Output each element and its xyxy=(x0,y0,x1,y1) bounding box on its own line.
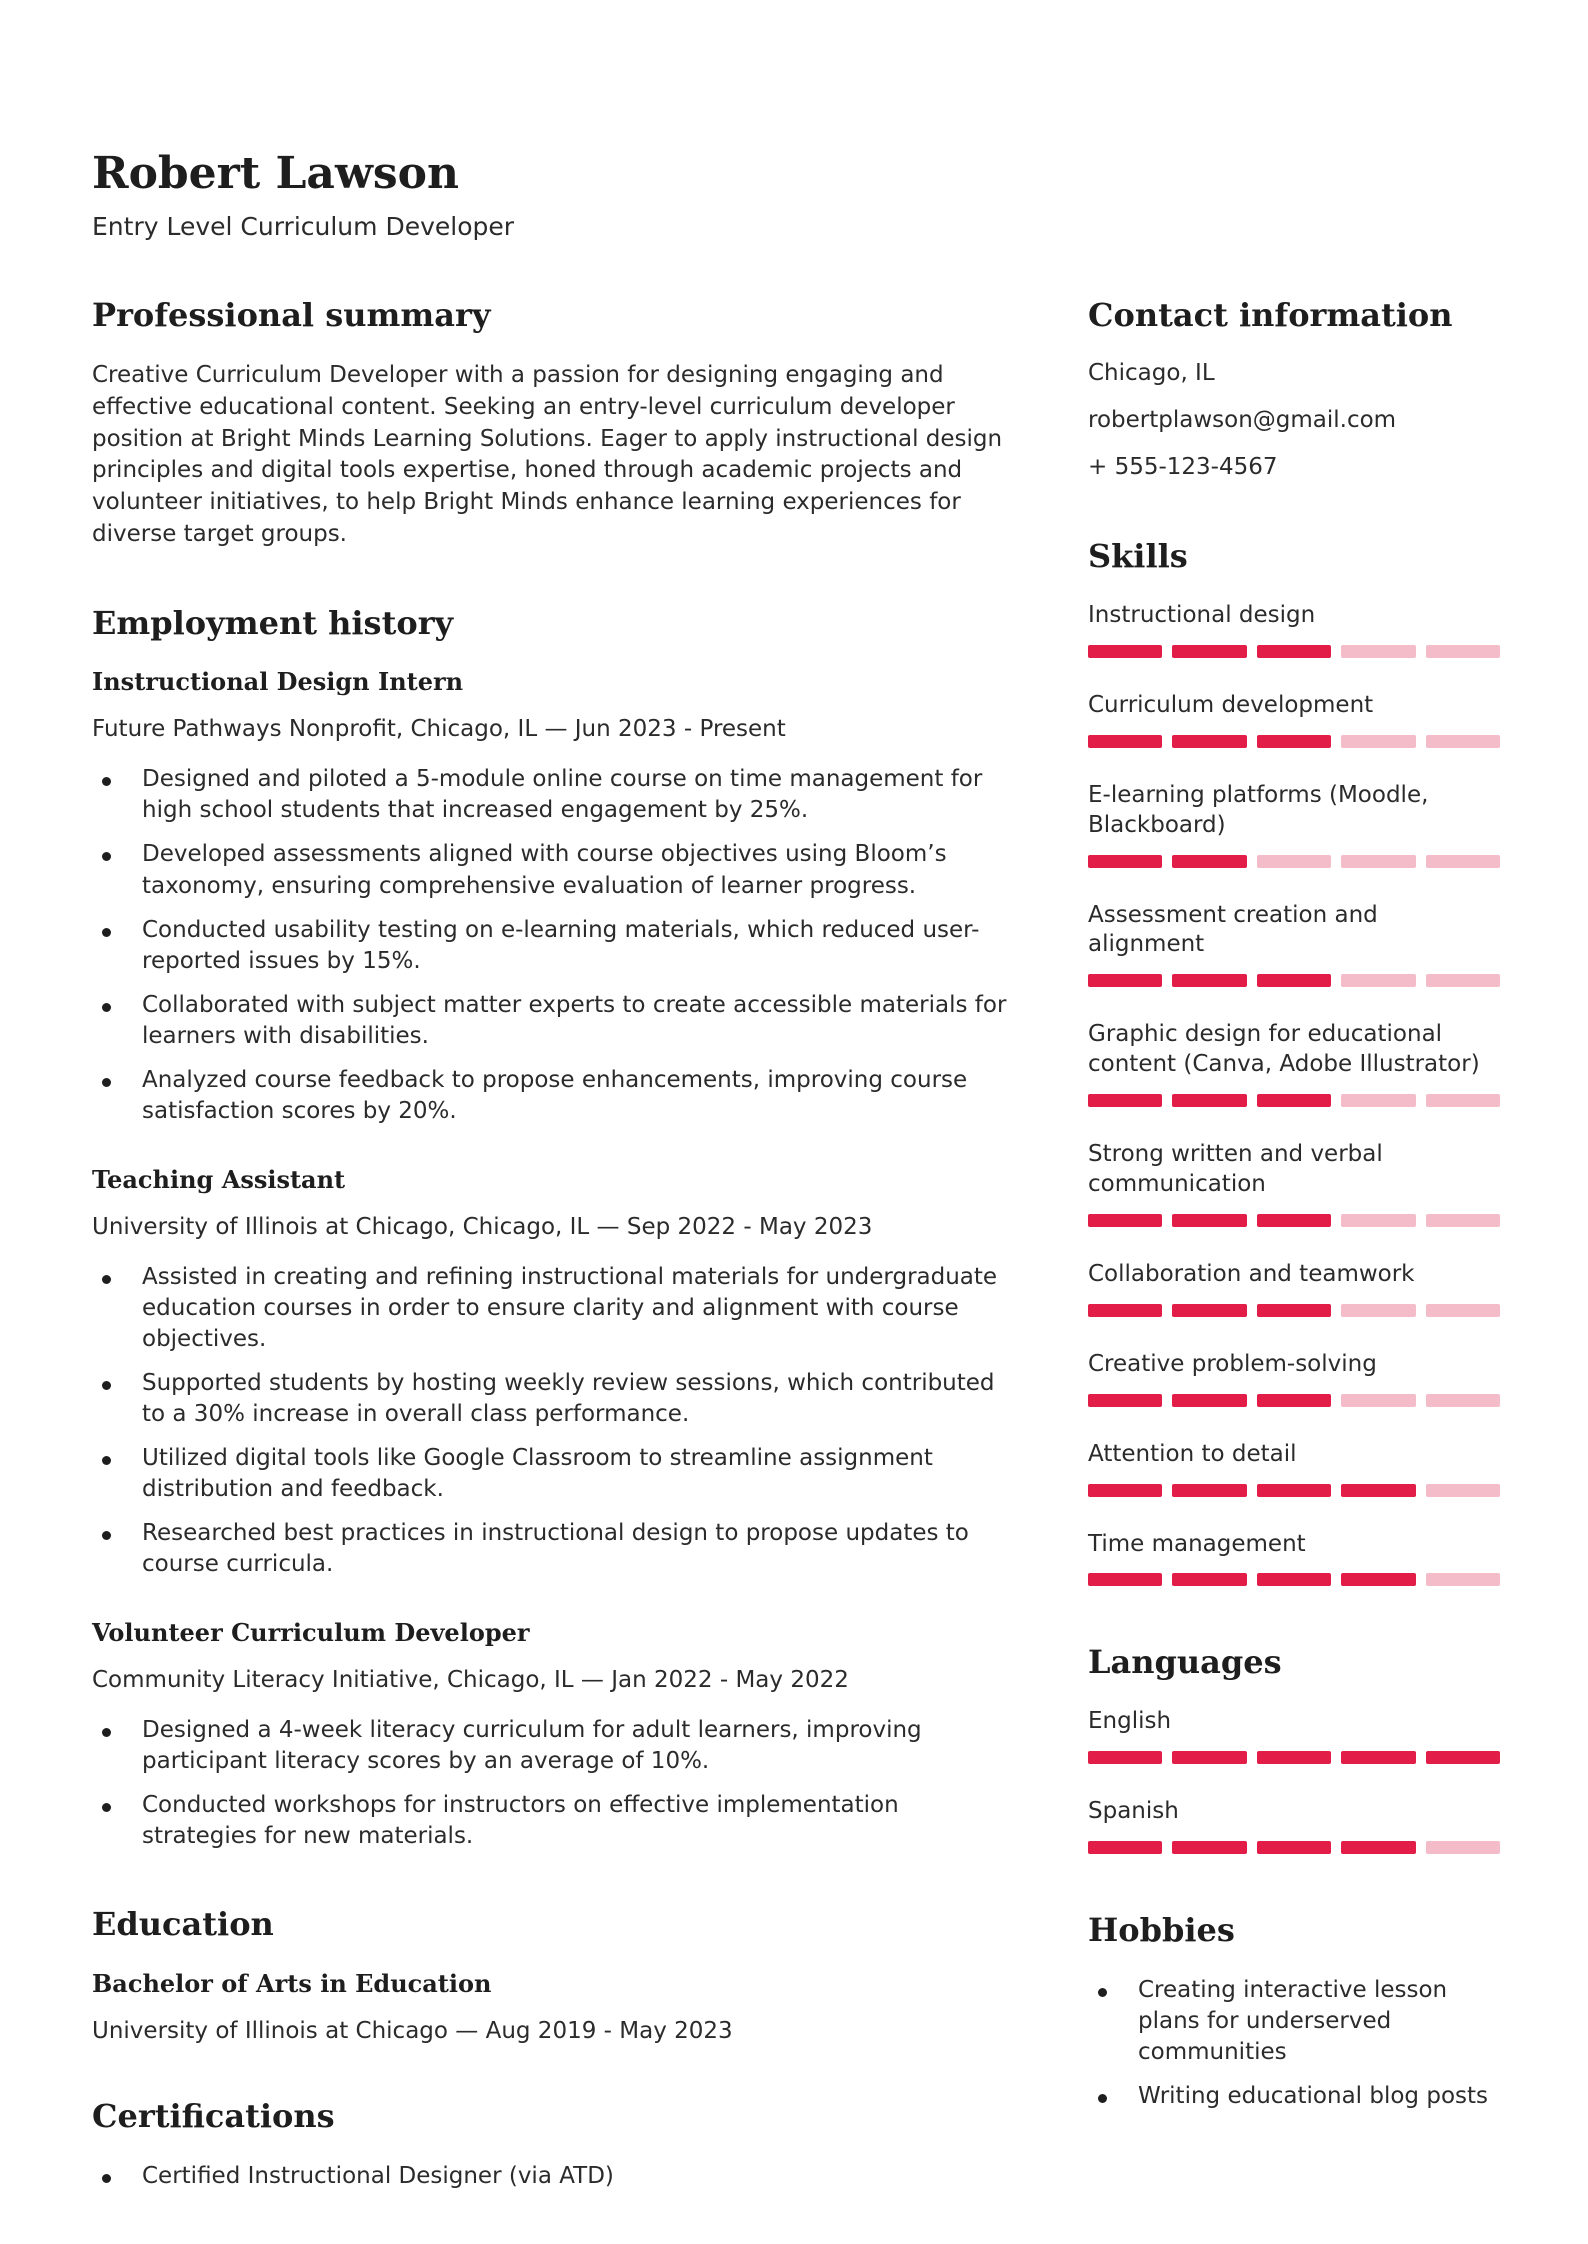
rating-segment xyxy=(1341,1304,1415,1317)
hobbies-section xyxy=(1088,1912,1500,2112)
summary-heading: Professional summary xyxy=(92,296,491,335)
certifications-list xyxy=(92,2161,1010,2192)
rating-segment xyxy=(1172,1304,1246,1317)
rating-segment xyxy=(1088,1841,1162,1854)
rating-segment xyxy=(1088,1094,1162,1107)
rating-segment xyxy=(1257,735,1331,748)
contact-section xyxy=(1088,297,1500,480)
rating-label: Curriculum development xyxy=(1088,691,1374,718)
resume-header xyxy=(92,150,1500,241)
rating-item xyxy=(1088,901,1500,988)
rating-segment xyxy=(1426,735,1500,748)
rating-label: Attention to detail xyxy=(1088,1440,1297,1467)
rating-segment xyxy=(1341,1214,1415,1227)
rating-segment xyxy=(1088,1751,1162,1764)
rating-segment xyxy=(1341,735,1415,748)
person-job-title: Entry Level Curriculum Developer xyxy=(92,212,515,242)
rating-bar xyxy=(1088,1214,1500,1227)
job-entry xyxy=(92,1165,1010,1580)
rating-segment xyxy=(1172,1751,1246,1764)
rating-segment xyxy=(1426,645,1500,658)
rating-segment xyxy=(1257,1214,1331,1227)
bullet-item: Analyzed course feedback to propose enhancements, improving course satisfaction scores by 20%. xyxy=(92,1065,1010,1127)
rating-segment xyxy=(1426,1841,1500,1854)
rating-bar xyxy=(1088,1751,1500,1764)
rating-label: Spanish xyxy=(1088,1798,1179,1825)
bullet-item: Researched best practices in instructional design to propose updates to course curricula. xyxy=(92,1518,1010,1580)
rating-segment xyxy=(1341,1094,1415,1107)
job-bullets xyxy=(92,764,1010,1126)
bullet-item: Conducted workshops for instructors on effective implementation strategies for new materials. xyxy=(92,1790,1010,1852)
rating-segment xyxy=(1341,1751,1415,1764)
bullet-item: Developed assessments aligned with course objectives using Bloom’s taxonomy, ensuring comprehensive evaluation of learner progress. xyxy=(92,839,1010,901)
rating-item xyxy=(1088,1440,1500,1497)
rating-item xyxy=(1088,1140,1500,1227)
rating-segment xyxy=(1088,1214,1162,1227)
rating-segment xyxy=(1426,1484,1500,1497)
skills-heading: Skills xyxy=(1088,537,1188,576)
rating-item xyxy=(1088,1707,1500,1764)
rating-segment xyxy=(1257,1484,1331,1497)
rating-segment xyxy=(1088,735,1162,748)
rating-segment xyxy=(1426,1214,1500,1227)
rating-segment xyxy=(1088,855,1162,868)
education-degree: Bachelor of Arts in Education xyxy=(92,1969,492,1999)
education-heading: Education xyxy=(92,1905,274,1944)
bullet-item: Certified Instructional Designer (via ATD) xyxy=(92,2161,1010,2192)
rating-segment xyxy=(1257,1573,1331,1586)
rating-bar xyxy=(1088,1484,1500,1497)
bullet-item: Conducted usability testing on e-learning materials, which reduced user-reported issues by 15%. xyxy=(92,915,1010,977)
job-bullets xyxy=(92,1715,1010,1852)
rating-segment xyxy=(1088,645,1162,658)
rating-segment xyxy=(1172,1484,1246,1497)
education-section xyxy=(92,1906,1010,2044)
contact-heading: Contact information xyxy=(1088,296,1453,335)
rating-bar xyxy=(1088,1841,1500,1854)
rating-segment xyxy=(1172,1394,1246,1407)
job-entry xyxy=(92,667,1010,1126)
rating-segment xyxy=(1172,855,1246,868)
languages-heading: Languages xyxy=(1088,1643,1282,1682)
summary-text: Creative Curriculum Developer with a passion for designing engaging and effective educational content. Seeking an entry-level curriculum developer position at Bright Minds Learning Solutions. Eager to apply instructional design principles and digital tools expertise, honed through academic projects and volunteer initiatives, to help Bright Minds enhance learning experiences for diverse target groups. xyxy=(92,362,1003,547)
sidebar-column xyxy=(1088,297,1500,2170)
bullet-item: Assisted in creating and refining instructional materials for undergraduate education courses in order to ensure clarity and alignment with course objectives. xyxy=(92,1262,1010,1355)
contact-location: Chicago, IL xyxy=(1088,360,1215,387)
rating-segment xyxy=(1172,1573,1246,1586)
rating-segment xyxy=(1088,974,1162,987)
rating-segment xyxy=(1341,974,1415,987)
rating-segment xyxy=(1426,1573,1500,1586)
rating-segment xyxy=(1341,1573,1415,1586)
content-columns xyxy=(92,297,1500,2244)
rating-segment xyxy=(1426,1751,1500,1764)
contact-email: robertplawson@gmail.com xyxy=(1088,407,1397,434)
rating-segment xyxy=(1426,1094,1500,1107)
main-column xyxy=(92,297,1010,2244)
job-title: Teaching Assistant xyxy=(92,1164,346,1194)
contact-phone: + 555-123-4567 xyxy=(1088,454,1278,481)
rating-segment xyxy=(1088,1573,1162,1586)
skills-section xyxy=(1088,538,1500,1586)
job-title: Instructional Design Intern xyxy=(92,667,464,697)
rating-segment xyxy=(1426,855,1500,868)
job-meta: Community Literacy Initiative, Chicago, IL — Jan 2022 - May 2022 xyxy=(92,1667,849,1694)
rating-segment xyxy=(1257,1094,1331,1107)
job-title: Volunteer Curriculum Developer xyxy=(92,1618,530,1648)
rating-label: English xyxy=(1088,1708,1172,1735)
rating-segment xyxy=(1172,735,1246,748)
rating-segment xyxy=(1426,1304,1500,1317)
rating-bar xyxy=(1088,735,1500,748)
rating-label: Graphic design for educational content (Canva, Adobe Illustrator) xyxy=(1088,1021,1480,1078)
rating-segment xyxy=(1341,1841,1415,1854)
bullet-item: Writing educational blog posts xyxy=(1088,2081,1500,2112)
rating-label: Creative problem-solving xyxy=(1088,1350,1377,1377)
bullet-item: Creating interactive lesson plans for underserved communities xyxy=(1088,1975,1500,2068)
rating-item xyxy=(1088,1350,1500,1407)
rating-bar xyxy=(1088,1573,1500,1586)
rating-item xyxy=(1088,1260,1500,1317)
person-name: Robert Lawson xyxy=(92,148,459,199)
rating-segment xyxy=(1257,1841,1331,1854)
rating-segment xyxy=(1088,1484,1162,1497)
hobbies-list xyxy=(1088,1975,1500,2112)
education-meta: University of Illinois at Chicago — Aug 2019 - May 2023 xyxy=(92,2018,733,2045)
rating-bar xyxy=(1088,1094,1500,1107)
job-bullets xyxy=(92,1262,1010,1580)
rating-segment xyxy=(1341,645,1415,658)
rating-segment xyxy=(1257,645,1331,658)
rating-bar xyxy=(1088,645,1500,658)
rating-label: Collaboration and teamwork xyxy=(1088,1260,1415,1287)
rating-item xyxy=(1088,691,1500,748)
bullet-item: Designed and piloted a 5-module online course on time management for high school students that increased engagement by 25%. xyxy=(92,764,1010,826)
employment-section xyxy=(92,605,1010,1853)
rating-segment xyxy=(1172,1094,1246,1107)
rating-item xyxy=(1088,1530,1500,1587)
employment-heading: Employment history xyxy=(92,603,454,642)
rating-bar xyxy=(1088,974,1500,987)
job-entry xyxy=(92,1618,1010,1852)
rating-segment xyxy=(1257,855,1331,868)
languages-list xyxy=(1088,1707,1500,1854)
bullet-item: Supported students by hosting weekly review sessions, which contributed to a 30% increase in overall class performance. xyxy=(92,1368,1010,1430)
rating-label: Time management xyxy=(1088,1530,1306,1557)
bullet-item: Collaborated with subject matter experts to create accessible materials for learners with disabilities. xyxy=(92,990,1010,1052)
hobbies-heading: Hobbies xyxy=(1088,1911,1235,1950)
rating-segment xyxy=(1088,1394,1162,1407)
languages-section xyxy=(1088,1644,1500,1854)
rating-bar xyxy=(1088,1304,1500,1317)
rating-segment xyxy=(1257,1751,1331,1764)
jobs-container xyxy=(92,667,1010,1852)
rating-segment xyxy=(1172,1841,1246,1854)
rating-segment xyxy=(1088,1304,1162,1317)
rating-segment xyxy=(1341,855,1415,868)
rating-item xyxy=(1088,1797,1500,1854)
rating-bar xyxy=(1088,855,1500,868)
rating-segment xyxy=(1341,1484,1415,1497)
bullet-item: Utilized digital tools like Google Classroom to streamline assignment distribution and feedback. xyxy=(92,1443,1010,1505)
rating-segment xyxy=(1426,974,1500,987)
bullet-item: Designed a 4-week literacy curriculum for adult learners, improving participant literacy scores by an average of 10%. xyxy=(92,1715,1010,1777)
rating-segment xyxy=(1172,1214,1246,1227)
certifications-section xyxy=(92,2098,1010,2192)
skills-list xyxy=(1088,601,1500,1586)
rating-segment xyxy=(1172,645,1246,658)
summary-section xyxy=(92,297,1010,550)
rating-segment xyxy=(1426,1394,1500,1407)
rating-segment xyxy=(1341,1394,1415,1407)
rating-segment xyxy=(1257,974,1331,987)
certifications-heading: Certifications xyxy=(92,2097,335,2136)
rating-item xyxy=(1088,781,1500,868)
rating-item xyxy=(1088,1020,1500,1107)
rating-label: Assessment creation and alignment xyxy=(1088,901,1378,958)
rating-label: Strong written and verbal communication xyxy=(1088,1141,1383,1197)
rating-segment xyxy=(1257,1304,1331,1317)
rating-label: Instructional design xyxy=(1088,601,1316,628)
rating-item xyxy=(1088,601,1500,658)
rating-label: E-learning platforms (Moodle, Blackboard) xyxy=(1088,781,1429,838)
rating-segment xyxy=(1172,974,1246,987)
rating-bar xyxy=(1088,1394,1500,1407)
job-meta: University of Illinois at Chicago, Chicago, IL — Sep 2022 - May 2023 xyxy=(92,1213,873,1240)
job-meta: Future Pathways Nonprofit, Chicago, IL — Jun 2023 - Present xyxy=(92,716,786,743)
rating-segment xyxy=(1257,1394,1331,1407)
